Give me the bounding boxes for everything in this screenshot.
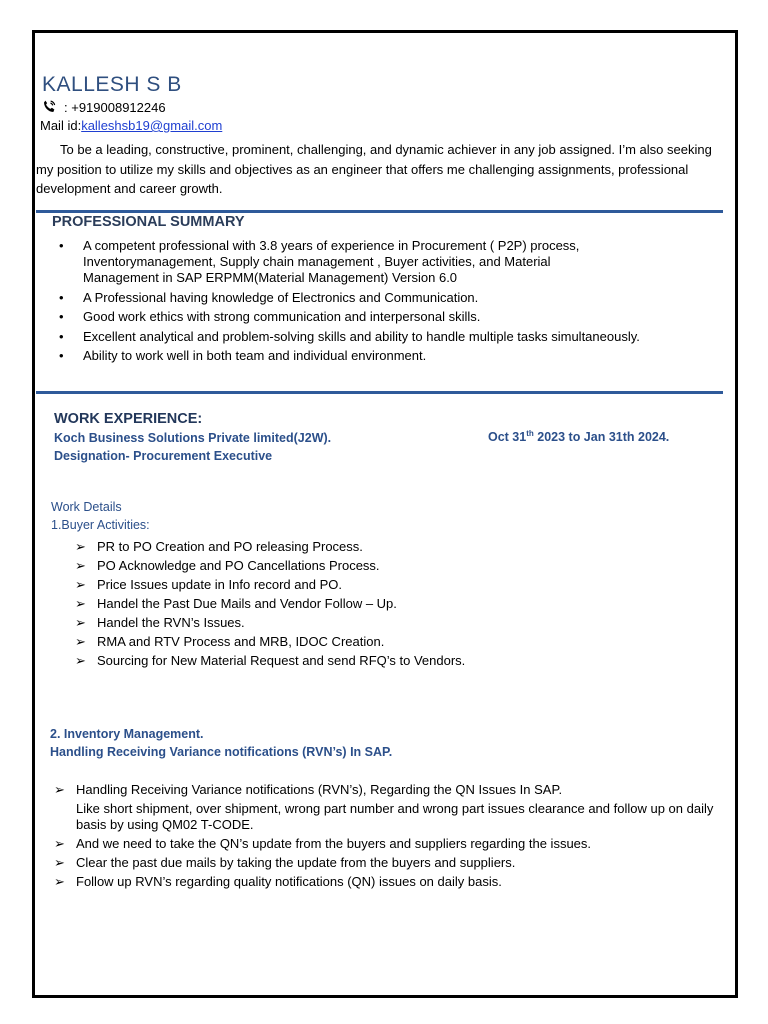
section-divider xyxy=(36,391,723,394)
list-item: ➢ Price Issues update in Info record and PO. xyxy=(75,577,342,592)
phone-number: : +919008912246 xyxy=(64,99,166,115)
experience-heading: WORK EXPERIENCE: xyxy=(54,411,203,427)
section-divider xyxy=(36,210,723,213)
list-item: ➢ Handel the Past Due Mails and Vendor Follow – Up. xyxy=(75,596,397,611)
designation: Designation- Procurement Executive xyxy=(54,449,273,463)
summary-heading: PROFESSIONAL SUMMARY xyxy=(52,214,245,230)
list-item: • Good work ethics with strong communication and interpersonal skills. xyxy=(59,309,481,324)
buyer-activities-heading: 1.Buyer Activities: xyxy=(51,518,150,532)
summary-list xyxy=(55,238,640,368)
list-item: ➢ RMA and RTV Process and MRB, IDOC Creation. xyxy=(75,634,385,649)
list-item: ➢ Clear the past due mails by taking the update from the buyers and suppliers. xyxy=(54,855,516,870)
list-item: ➢ Handel the RVN’s Issues. xyxy=(75,615,245,630)
inventory-subheading: Handling Receiving Variance notifications (RVN’s) In SAP. xyxy=(50,745,393,759)
email-link[interactable]: kalleshsb19@gmail.com xyxy=(81,118,223,133)
list-item: ➢ PR to PO Creation and PO releasing Process. xyxy=(75,539,363,554)
list-item: ➢ Handling Receiving Variance notifications (RVN’s), Regarding the QN Issues In SAP. Like short shipment, over shipment, wrong part number and wrong part issues clearance and follow up on daily basis by using QM02 T-CODE. xyxy=(54,782,724,833)
list-item: ➢ PO Acknowledge and PO Cancellations Process. xyxy=(75,558,380,573)
company-name: Koch Business Solutions Private limited(J2W). xyxy=(54,431,332,445)
list-item: • Ability to work well in both team and individual environment. xyxy=(59,348,427,363)
objective-paragraph: To be a leading, constructive, prominent, challenging, and dynamic achiever in any job assigned. I’m also seeking my position to utilize my skills and objectives as an engineer that offers me challenging assignments, professional development and career growth. xyxy=(36,142,712,196)
inventory-list xyxy=(54,782,724,893)
list-item: ➢ And we need to take the QN’s update from the buyers and suppliers regarding the issues. xyxy=(54,836,592,851)
list-item: ➢ Sourcing for New Material Request and send RFQ’s to Vendors. xyxy=(75,653,466,668)
list-item: • Excellent analytical and problem-solving skills and ability to handle multiple tasks simultaneously. xyxy=(59,328,640,344)
list-item: • A Professional having knowledge of Electronics and Communication. xyxy=(59,289,479,305)
work-details-heading: Work Details xyxy=(51,500,122,514)
inventory-note: Like short shipment, over shipment, wrong part number and wrong part issues clearance and follow up on daily basis by using QM02 T-CODE. xyxy=(76,801,714,832)
list-item: ➢ Follow up RVN’s regarding quality notifications (QN) issues on daily basis. xyxy=(54,874,502,889)
buyer-activities-list xyxy=(75,539,465,672)
phone-line xyxy=(40,99,166,115)
inventory-heading: 2. Inventory Management. xyxy=(50,727,204,741)
mail-line xyxy=(40,118,222,133)
candidate-name: KALLESH S B xyxy=(42,73,182,96)
list-item: • A competent professional with 3.8 years of experience in Procurement ( P2P) process, Inventorymanagement, Supply chain management , Buyer activities, and Material Management in SAP ERPMM(Material Management) Version 6.0 xyxy=(59,238,580,285)
employment-dates: Oct 31th 2023 to Jan 31th 2024. xyxy=(488,429,670,445)
phone-icon xyxy=(40,99,58,115)
mail-label: Mail id: xyxy=(40,118,82,133)
